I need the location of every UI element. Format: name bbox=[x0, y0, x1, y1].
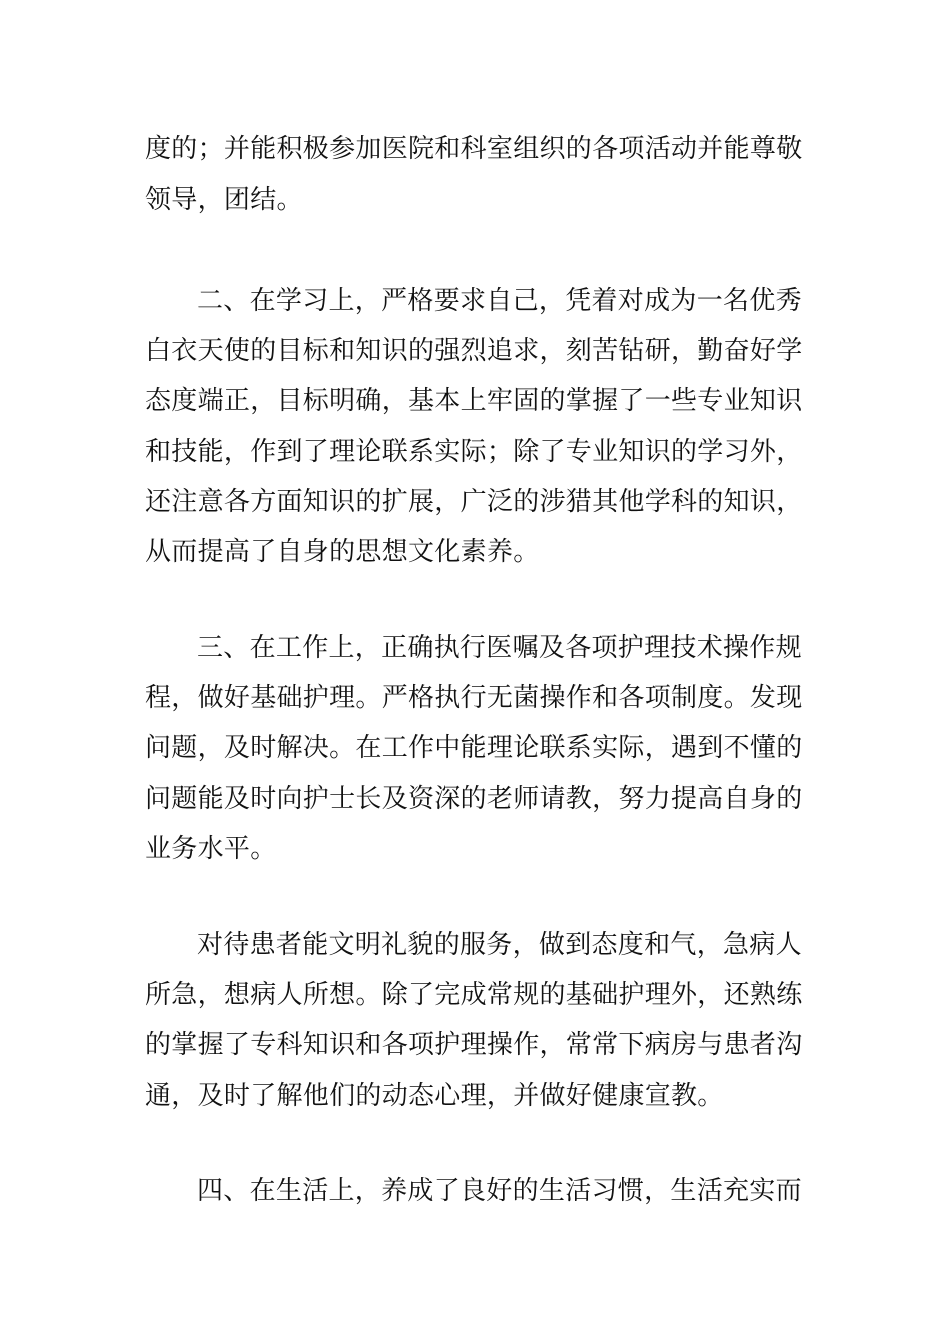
text-line: 和技能，作到了理论联系实际；除了专业知识的学习外， bbox=[145, 437, 803, 467]
text-line: 还注意各方面知识的扩展，广泛的涉猎其他学科的知识， bbox=[145, 487, 803, 517]
paragraph-start-line: 二、在学习上，严格要求自己，凭着对成为一名优秀 bbox=[197, 286, 802, 316]
paragraph-start-line: 四、在生活上，养成了良好的生活习惯，生活充实而 bbox=[197, 1176, 802, 1206]
paragraph-start-line: 对待患者能文明礼貌的服务，做到态度和气，急病人 bbox=[197, 930, 802, 960]
text-line: 通，及时了解他们的动态心理，并做好健康宣教。 bbox=[145, 1081, 724, 1111]
text-line: 程，做好基础护理。严格执行无菌操作和各项制度。发现 bbox=[145, 683, 803, 713]
text-line: 问题，及时解决。在工作中能理论联系实际，遇到不懂的 bbox=[145, 733, 803, 763]
text-line: 问题能及时向护士长及资深的老师请教，努力提高自身的 bbox=[145, 784, 803, 814]
text-line: 业务水平。 bbox=[145, 834, 277, 864]
text-line: 从而提高了自身的思想文化素养。 bbox=[145, 537, 540, 567]
text-line: 度的；并能积极参加医院和科室组织的各项活动并能尊敬 bbox=[145, 134, 803, 164]
text-line: 的掌握了专科知识和各项护理操作，常常下病房与患者沟 bbox=[145, 1030, 803, 1060]
text-line: 领导，团结。 bbox=[145, 185, 303, 215]
text-line: 白衣天使的目标和知识的强烈追求，刻苦钻研，勤奋好学 bbox=[145, 336, 803, 366]
paragraph-start-line: 三、在工作上，正确执行医嘱及各项护理技术操作规 bbox=[197, 633, 802, 663]
text-line: 所急，想病人所想。除了完成常规的基础护理外，还熟练 bbox=[145, 980, 803, 1010]
text-line: 态度端正，目标明确，基本上牢固的掌握了一些专业知识 bbox=[145, 386, 803, 416]
